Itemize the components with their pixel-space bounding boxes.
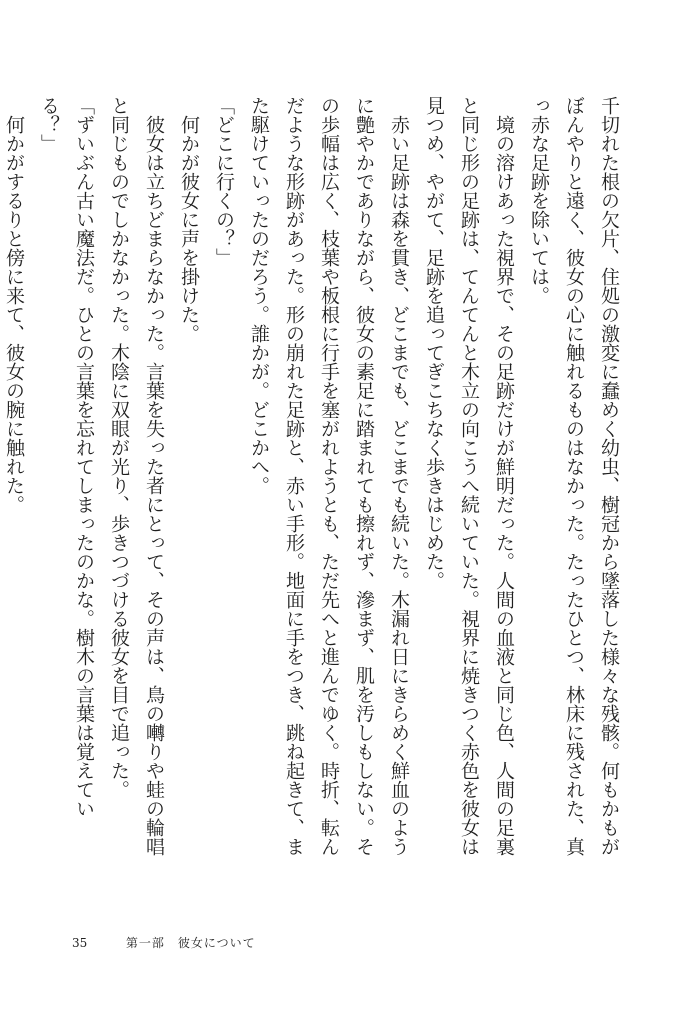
paragraph: 赤い足跡は森を貫き、どこまでも、どこまでも続いた。木漏れ日にきらめく鮮血のように艶やかでありながら、彼女の素足に踏まれても擦れず、滲まず、肌を汚しもしない。その歩幅は広く、枝葉や板根に行手を塞がれようとも、ただ先へと進んでゆく。時折、転んだような形跡があった。形の崩れた足跡と、赤い手形。地面に手をつき、跳ね起きて、また駆けていったのだろう。誰かが。どこかへ。 (248, 96, 410, 856)
running-head: 第一部 彼女について (125, 936, 256, 950)
paragraph: 何かがするりと傍に来て、彼女の腕に触れた。 (3, 115, 25, 514)
body-text (0, 96, 626, 856)
dialogue-line: 「どこに行くの？」 (213, 96, 235, 267)
page-number: 35 (72, 936, 88, 950)
paragraph: 彼女は立ちどまらなかった。言葉を失った者にとって、その声は、鳥の囀りや蛙の輪唱と同じものでしかなかった。木陰に双眼が光り、歩きつづける彼女を目で追った。 (108, 96, 165, 856)
paragraph: 千切れた根の欠片、住処の激変に蠢めく幼虫、樹冠から墜落した様々な残骸。何もかもがぼんやりと遠く、彼女の心に触れるものはなかった。たったひとつ、林床に残された、真っ赤な足跡を除いては。 (528, 96, 620, 856)
paragraph: 境の溶けあった視界で、その足跡だけが鮮明だった。人間の血液と同じ色、人間の足裏と同じ形の足跡は、てんてんと木立の向こうへ続いていた。視界に焼きつく赤色を彼女は見つめ、やがて、足跡を追ってぎこちなく歩きはじめた。 (423, 96, 515, 856)
paragraph: 何かが彼女に声を掛けた。 (178, 115, 200, 343)
dialogue-line: 「ずいぶん古い魔法だ。ひとの言葉を忘れてしまったのかな。樹木の言葉は覚えている？」 (38, 96, 95, 818)
page-footer (72, 934, 256, 951)
